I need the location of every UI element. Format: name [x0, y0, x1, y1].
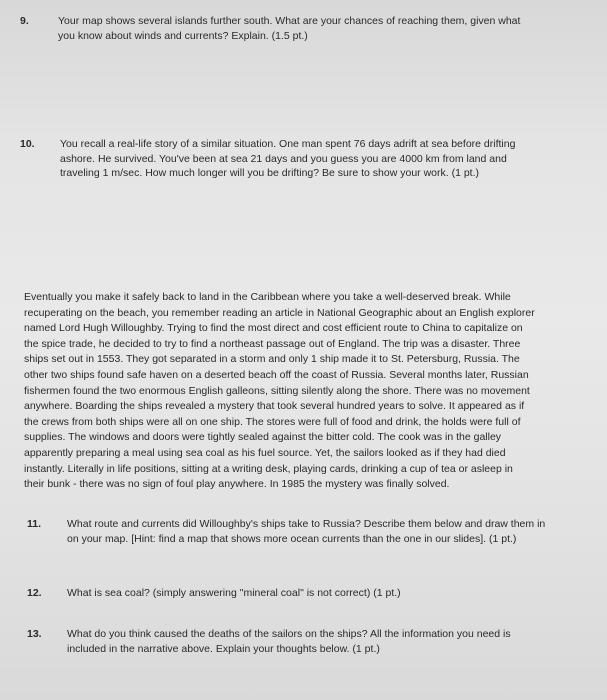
question-number: 10. [20, 138, 35, 150]
question-text: What is sea coal? (simply answering "mineral coal" is not correct) (1 pt.) [67, 587, 401, 599]
question-text: What do you think caused the deaths of the sailors on the ships? All the information you need is included in the narrative above. Explain your thoughts below. (1 pt.) [67, 628, 511, 655]
question-text: What route and currents did Willoughby's ships take to Russia? Describe them below and draw them in on your map. [Hint: find a map that shows more ocean currents than the one in our slides]. (1 pt.) [67, 518, 546, 545]
question-number: 13. [27, 628, 42, 640]
question-text: You recall a real-life story of a similar situation. One man spent 76 days adrift at sea before drifting ashore. He survived. You've been at sea 21 days and you guess you are 4000 km from land and traveling 1 m/sec. How much longer will you be drifting? Be sure to show your work. (1 pt.) [60, 138, 516, 179]
question-number: 11. [27, 518, 42, 530]
narrative-paragraph: Eventually you make it safely back to land in the Caribbean where you take a well-deserved break. While recuperating on the beach, you remember reading an article in National Geographic about an English explorer named Lord Hugh Willoughby. Trying to find the most direct and cost efficient route to China to capitalize on the spice trade, he decided to try to find a northeast passage out of England. The trip was a disaster. Three ships set out in 1553. They got separated in a storm and only 1 ship made it to St. Petersburg, Russia. The other two ships found safe haven on a deserted beach off the coast of Russia. Several months later, Russian fishermen found the two enormous English galleons, sitting silently along the shore. There was no movement anywhere. Boarding the ships revealed a mystery that took several hundred years to solve. It appeared as if the crews from both ships were all on one ship. The stores were full of food and drink, the holds were full of supplies. The windows and doors were tightly sealed against the bitter cold. The cook was in the galley apparently preparing a meal using sea coal as his fuel source. Yet, the sailors looked as if they had died instantly. Literally in life positions, sitting at a writing desk, playing cards, drinking a cup of tea or asleep in their bunk - there was no sign of foul play anywhere. In 1985 the mystery was finally solved. [24, 291, 535, 491]
question-number: 12. [27, 587, 42, 599]
question-text: Your map shows several islands further south. What are your chances of reaching them, given what you know about winds and currents? Explain. (1.5 pt.) [58, 15, 521, 42]
question-number: 9. [20, 15, 29, 27]
